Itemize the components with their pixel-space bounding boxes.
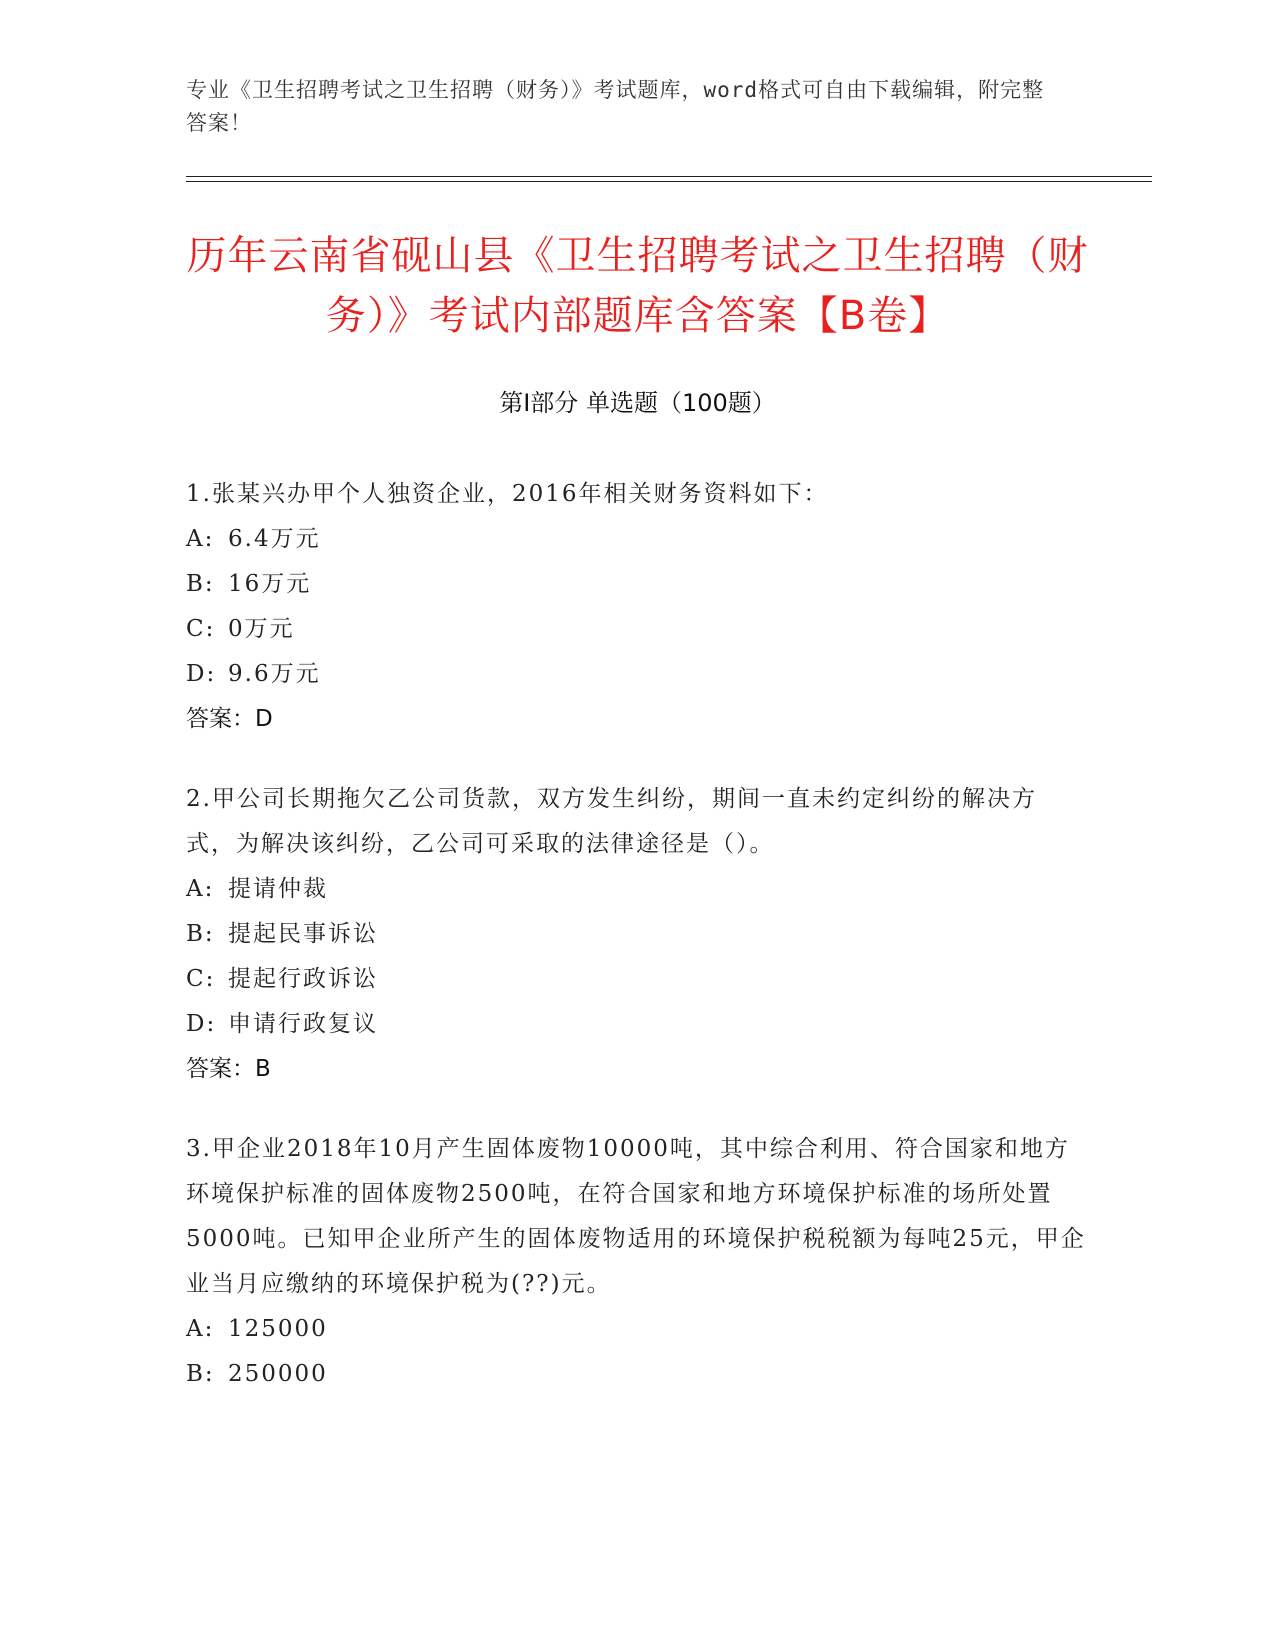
option-letter: C: — [186, 616, 216, 642]
option-letter: A: — [186, 526, 215, 552]
option-a — [186, 1307, 1086, 1352]
question-3 — [186, 1127, 1086, 1397]
option-letter: B: — [186, 921, 215, 947]
option-text: 9.6万元 — [228, 661, 321, 687]
question-1 — [186, 472, 1086, 741]
question-2 — [186, 777, 1086, 1091]
option-letter: D: — [186, 661, 217, 687]
header-note: 专业《卫生招聘考试之卫生招聘（财务）》考试题库，word格式可自由下载编辑，附完整答案！ — [186, 78, 1045, 135]
option-c — [186, 957, 1086, 1002]
option-b — [186, 912, 1086, 957]
option-b — [186, 562, 1086, 607]
option-text: 0万元 — [228, 616, 295, 642]
option-text: 125000 — [228, 1316, 328, 1342]
option-text: 16万元 — [228, 571, 312, 597]
option-text: 提请仲裁 — [228, 876, 328, 902]
option-text: 6.4万元 — [228, 526, 321, 552]
option-d — [186, 1002, 1086, 1047]
option-text: 提起行政诉讼 — [228, 966, 378, 992]
question-stem: 1.张某兴办甲个人独资企业，2016年相关财务资料如下： — [186, 481, 829, 507]
option-letter: B: — [186, 571, 215, 597]
answer-line: 答案：B — [186, 1056, 271, 1082]
option-c — [186, 607, 1086, 652]
option-letter: D: — [186, 1011, 217, 1037]
question-list — [186, 472, 1086, 1433]
answer-line: 答案：D — [186, 706, 273, 732]
option-text: 申请行政复议 — [228, 1011, 378, 1037]
section-title: 第Ⅰ部分 单选题（100题） — [499, 389, 776, 417]
header-divider-top — [186, 176, 1152, 177]
option-d — [186, 652, 1086, 697]
option-text: 250000 — [228, 1361, 328, 1387]
option-text: 提起民事诉讼 — [228, 921, 378, 947]
option-b — [186, 1352, 1086, 1397]
option-letter: B: — [186, 1361, 215, 1387]
document-title: 历年云南省砚山县《卫生招聘考试之卫生招聘（财务）》考试内部题库含答案【B卷】 — [186, 233, 1089, 339]
option-a — [186, 517, 1086, 562]
option-letter: C: — [186, 966, 216, 992]
question-stem: 3.甲企业2018年10月产生固体废物10000吨，其中综合利用、符合国家和地方环境保护标准的固体废物2500吨，在符合国家和地方环境保护标准的场所处置5000吨。已知甲企业所产生的固体废物适用的环境保护税税额为每吨25元，甲企业当月应缴纳的环境保护税为(??)元。 — [186, 1136, 1086, 1297]
option-letter: A: — [186, 876, 215, 902]
question-stem: 2.甲公司长期拖欠乙公司货款，双方发生纠纷，期间一直未约定纠纷的解决方式，为解决该纠纷，乙公司可采取的法律途径是（）。 — [186, 786, 1037, 857]
option-a — [186, 867, 1086, 912]
header-divider-bottom — [186, 181, 1152, 182]
option-letter: A: — [186, 1316, 215, 1342]
